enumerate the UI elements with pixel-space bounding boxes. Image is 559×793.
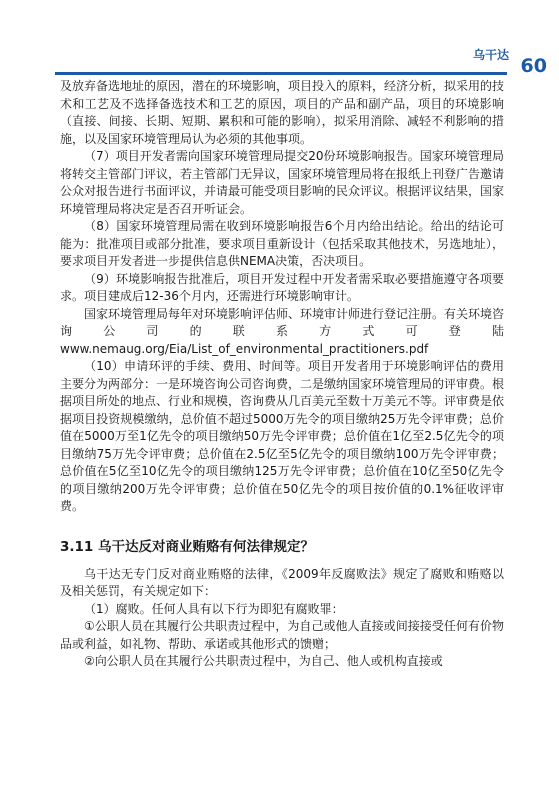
paragraph: （9）环境影响报告批准后，项目开发过程中开发者需采取必要措施遵守各项要求。项目建成后12-36个月内，还需进行环境影响审计。	[60, 271, 504, 303]
running-header-label: 乌干达	[472, 48, 509, 62]
paragraph: ②向公职人员在其履行公共职责过程中，为自己、他人或机构直接或	[84, 654, 443, 668]
paragraph: 及放弃备选地址的原因，潜在的环境影响，项目投入的原料，经济分析，拟采用的技术和工艺及不选择备选技术和工艺的原因，项目的产品和副产品，项目的环境影响（直接、间接、长期、短期、累积和可能的影响），拟采用消除、减轻不利影响的措施，以及国家环境管理局认为必须的其他事项。	[60, 79, 505, 146]
paragraph: 乌干达无专门反对商业贿赂的法律，《2009年反腐败法》规定了腐败和贿赂以及相关惩罚，有关规定如下：	[60, 566, 504, 598]
section-title: 3.11 乌干达反对商业贿赂有何法律规定？	[60, 538, 315, 555]
paragraph: （10）申请环评的手续、费用、时间等。项目开发者用于环境影响评估的费用主要分为两部分：一是环境咨询公司咨询费，二是缴纳国家环境管理局的评审费。根据项目所处的地点、行业和规模，咨询费从几百美元至数十万美元不等。评审费是依据项目投资规模缴纳，总价值不超过5000万先令的项目缴纳25万先令评审费；总价值在5000万至1亿先令的项目缴纳50万先令评审费；总价值在1亿至2.5亿先令的项目缴纳75万先令评审费；总价值在2.5亿至5亿先令的项目缴纳100万先令评审费；总价值在5亿至10亿先令的项目缴纳125万先令评审费；总价值在10亿至50亿先令的项目缴纳200万先令评审费；总价值在50亿先令的项目按价值的0.1%征收评审费。	[60, 359, 505, 513]
header-rule	[55, 72, 507, 75]
paragraph: （1）腐败。任何人具有以下行为即犯有腐败罪：	[84, 601, 344, 616]
paragraph: （7）项目开发者需向国家环境管理局提交20份环境影响报告。国家环境管理局将转交主管部门评议，若主管部门无异议，国家环境管理局将在报纸上刊登广告邀请公众对报告进行书面评议，并请最可能受项目影响的民众评议。根据评议结果，国家环境管理局将决定是否召开听证会。	[60, 149, 505, 216]
paragraph: （8）国家环境管理局需在收到环境影响报告6个月内给出结论。给出的结论可能为：批准项目或部分批准，要求项目重新设计（包括采取其他技术，另选地址），要求项目开发者进一步提供信息供NEMA决策，否决项目。	[60, 219, 504, 268]
page-body	[60, 78, 504, 671]
page-header	[0, 0, 559, 80]
paragraph-registration-link: 国家环境管理局每年对环境影响评估师、环境审计师进行登记注册。有关环境咨询公司的联系方式可登陆www.nemaug.org/Eia/List_of_environmental_practitioners.pdf	[60, 306, 505, 356]
page-number: 60	[520, 55, 547, 77]
paragraph: ①公职人员在其履行公共职责过程中，为自己或他人直接或间接接受任何有价物品或利益，如礼物、帮助、承诺或其他形式的馈赠；	[60, 619, 504, 651]
